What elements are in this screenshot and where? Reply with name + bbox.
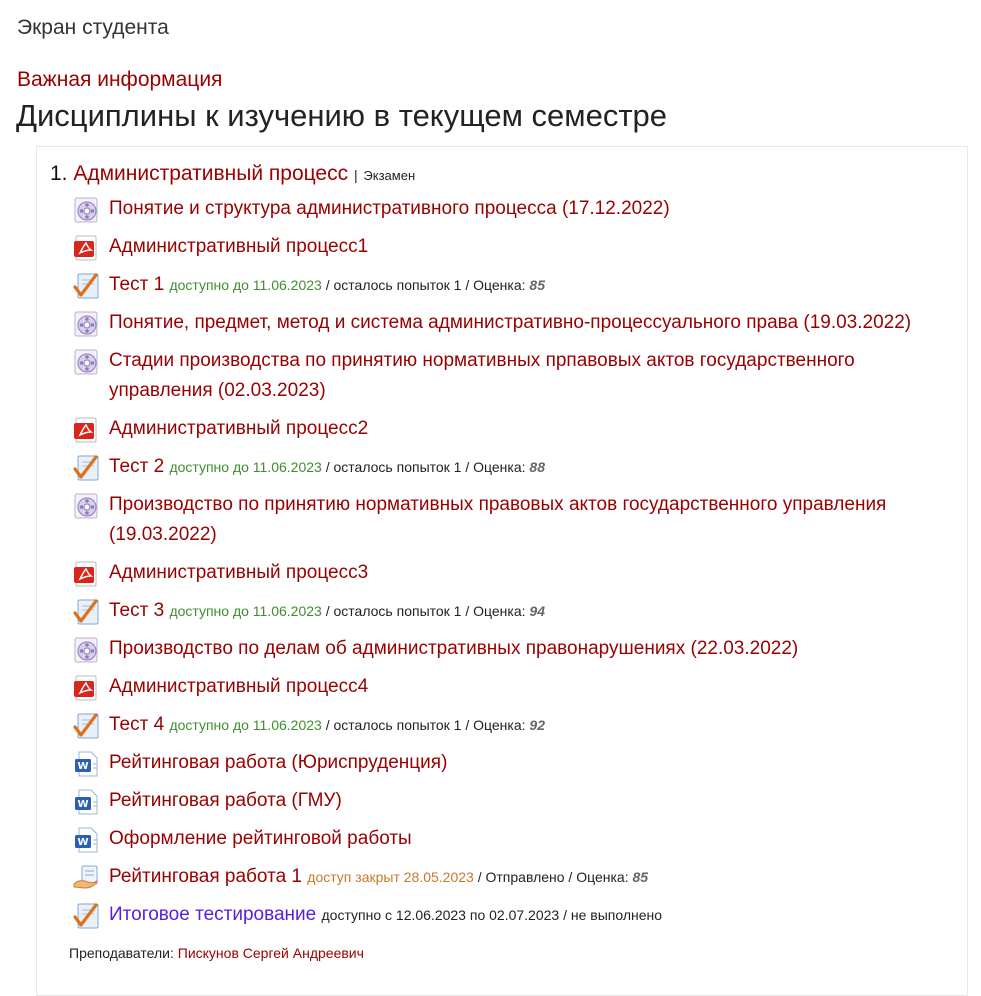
course-item-quiz (73, 270, 953, 300)
course-item-video (73, 634, 953, 664)
course-item-link[interactable]: Тест 1 (109, 274, 165, 295)
course-item-link[interactable]: Итоговое тестирование (109, 904, 317, 925)
course-item-link[interactable]: Производство по делам об административных правонарушениях (22.03.2022) (109, 638, 799, 659)
important-info-link[interactable]: Важная информация (17, 68, 223, 91)
availability-text: доступно до 11.06.2023 (169, 459, 322, 475)
course-item-link[interactable]: Понятие, предмет, метод и система административно-процессуального права (19.03.2022) (109, 312, 912, 333)
quiz-check-icon (73, 598, 101, 626)
word-doc-icon (73, 788, 101, 816)
word-doc-icon (73, 826, 101, 854)
course-item-link[interactable]: Понятие и структура административного процесса (17.12.2022) (109, 198, 670, 219)
video-icon (73, 636, 101, 664)
course-item-link[interactable]: Административный процесс2 (109, 418, 369, 439)
course-item-pdf (73, 414, 953, 444)
course-item-final (73, 900, 953, 930)
course-item-link[interactable]: Административный процесс4 (109, 676, 369, 697)
score-value: 85 (632, 869, 649, 885)
quiz-check-icon (73, 454, 101, 482)
course-item-link[interactable]: Рейтинговая работа 1 (109, 866, 302, 887)
score-value: 88 (529, 459, 545, 475)
teacher-link[interactable]: Пискунов Сергей Андреевич (177, 945, 364, 961)
item-meta (307, 869, 648, 885)
course-item-link[interactable]: Административный процесс3 (109, 562, 369, 583)
course-item-word (73, 824, 953, 854)
course-number: 1. (50, 162, 68, 185)
quiz-check-icon (73, 272, 101, 300)
attempts-text: / осталось попыток 1 / Оценка: (321, 603, 530, 619)
availability-text: доступно до 11.06.2023 (169, 603, 322, 619)
score-value: 92 (529, 717, 545, 733)
course-item-link[interactable]: Тест 2 (109, 456, 165, 477)
attempts-text: / осталось попыток 1 / Оценка: (321, 277, 530, 293)
course-item-link[interactable]: Производство по принятию нормативных правовых актов государственного управления (19.03.2022) (109, 494, 887, 545)
svg-text:W: W (77, 799, 89, 810)
video-icon (73, 196, 101, 224)
video-icon (73, 310, 101, 338)
video-icon (73, 348, 101, 376)
attempts-text: / осталось попыток 1 / Оценка: (321, 717, 530, 733)
assignment-hand-icon (73, 864, 101, 892)
course-title-link[interactable]: Административный процесс (73, 162, 349, 185)
course-item-pdf (73, 672, 953, 702)
word-doc-icon (73, 750, 101, 778)
quiz-check-icon (73, 712, 101, 740)
section-title: Дисциплины к изучению в текущем семестре (16, 98, 668, 133)
svg-text:W: W (77, 837, 89, 848)
item-meta (169, 603, 545, 619)
course-item-link[interactable]: Рейтинговая работа (Юриспруденция) (109, 752, 448, 773)
course-items (73, 194, 953, 938)
course-item-word (73, 748, 953, 778)
course-item-pdf (73, 232, 953, 262)
availability-text: доступно до 11.06.2023 (169, 717, 322, 733)
course-item-link[interactable]: Рейтинговая работа (ГМУ) (109, 790, 342, 811)
item-meta (169, 717, 545, 733)
teachers-label: Преподаватели: (69, 945, 174, 961)
pdf-icon (73, 560, 101, 588)
course-item-link[interactable]: Административный процесс1 (109, 236, 369, 257)
course-item-pdf (73, 558, 953, 588)
course-item-quiz (73, 452, 953, 482)
quiz-check-icon (73, 902, 101, 930)
course-item-link[interactable]: Оформление рейтинговой работы (109, 828, 412, 849)
course-header (50, 162, 415, 186)
item-meta (169, 277, 545, 293)
teachers-line (69, 945, 364, 961)
attempts-text: / осталось попыток 1 / Оценка: (321, 459, 530, 475)
item-meta (169, 459, 545, 475)
availability-text: доступно до 11.06.2023 (169, 277, 322, 293)
score-value: 85 (529, 277, 545, 293)
course-kind: Экзамен (363, 168, 416, 183)
pdf-icon (73, 234, 101, 262)
svg-text:W: W (77, 761, 89, 772)
course-item-video (73, 194, 953, 224)
attempts-text: / Отправлено / Оценка: (473, 869, 633, 885)
course-separator: | (353, 167, 358, 183)
pdf-icon (73, 416, 101, 444)
score-value: 94 (529, 603, 545, 619)
status-text: доступно с 12.06.2023 по 02.07.2023 / не выполнено (321, 907, 663, 923)
page-heading: Экран студента (17, 16, 169, 39)
course-item-quiz (73, 710, 953, 740)
course-item-word (73, 786, 953, 816)
video-icon (73, 492, 101, 520)
course-item-video (73, 490, 953, 550)
course-item-link[interactable]: Тест 3 (109, 600, 165, 621)
pdf-icon (73, 674, 101, 702)
course-item-video (73, 346, 953, 406)
closed-text: доступ закрыт 28.05.2023 (307, 869, 474, 885)
item-meta (322, 907, 663, 923)
course-item-video (73, 308, 953, 338)
course-item-assign (73, 862, 953, 892)
course-item-link[interactable]: Стадии производства по принятию нормативных прпавовых актов государственного управления (02.03.2023) (109, 350, 855, 401)
course-item-link[interactable]: Тест 4 (109, 714, 165, 735)
course-item-quiz (73, 596, 953, 626)
